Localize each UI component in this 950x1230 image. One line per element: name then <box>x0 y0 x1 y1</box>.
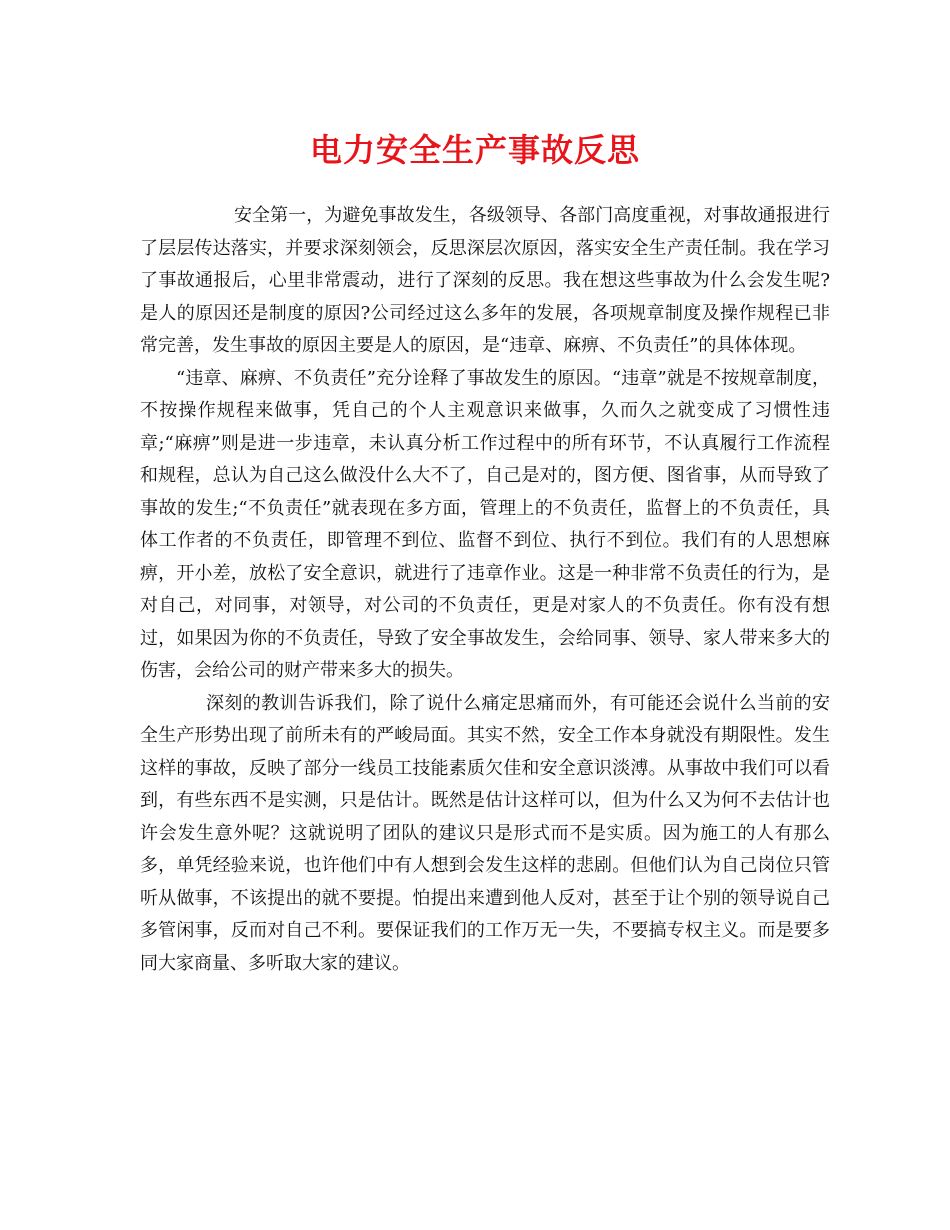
paragraph-1: 安全第一，为避免事故发生，各级领导、各部门高度重视，对事故通报进行了层层传达落实，并要求深刻领会，反思深层次原因，落实安全生产责任制。我在学习了事故通报后，心里非常震动，进行了深刻的反思。我在想这些事故为什么会发生呢?是人的原因还是制度的原因?公司经过这么多年的发展，各项规章制度及操作规程已非常完善，发生事故的原因主要是人的原因，是“违章、麻痹、不负责任”的具体体现。 <box>140 205 830 356</box>
document-body <box>140 200 830 980</box>
paragraph-2: “违章、麻痹、不负责任”充分诠释了事故发生的原因。“违章”就是不按规章制度，不按操作规程来做事，凭自己的个人主观意识来做事，久而久之就变成了习惯性违章;“麻痹”则是进一步违章，未认真分析工作过程中的所有环节，不认真履行工作流程和规程，总认为自己这么做没什么大不了，自己是对的，图方便、图省事，从而导致了事故的发生;“不负责任”就表现在多方面，管理上的不负责任，监督上的不负责任，具体工作者的不负责任，即管理不到位、监督不到位、执行不到位。我们有的人思想麻痹，开小差，放松了安全意识，就进行了违章作业。这是一种非常不负责任的行为，是对自己，对同事，对领导，对公司的不负责任，更是对家人的不负责任。你有没有想过，如果因为你的不负责任，导致了安全事故发生，会给同事、领导、家人带来多大的伤害，会给公司的财产带来多大的损失。 <box>140 367 830 681</box>
paragraph-3: 深刻的教训告诉我们，除了说什么痛定思痛而外，有可能还会说什么当前的安全生产形势出现了前所未有的严峻局面。其实不然，安全工作本身就没有期限性。发生这样的事故，反映了部分一线员工技能素质欠佳和安全意识淡溥。从事故中我们可以看到，有些东西不是实测，只是估计。既然是估计这样可以，但为什么又为何不去估计也许会发生意外呢？这就说明了团队的建议只是形式而不是实质。因为施工的人有那么多，单凭经验来说，也许他们中有人想到会发生这样的悲剧。但他们认为自己岗位只管听从做事，不该提出的就不要提。怕提出来遭到他人反对，甚至于让个别的领导说自己多管闲事，反而对自己不利。要保证我们的工作万无一失，不要搞专权主义。而是要多同大家商量、多听取大家的建议。 <box>140 692 830 974</box>
document-title: 电力安全生产事故反思 <box>309 131 640 169</box>
